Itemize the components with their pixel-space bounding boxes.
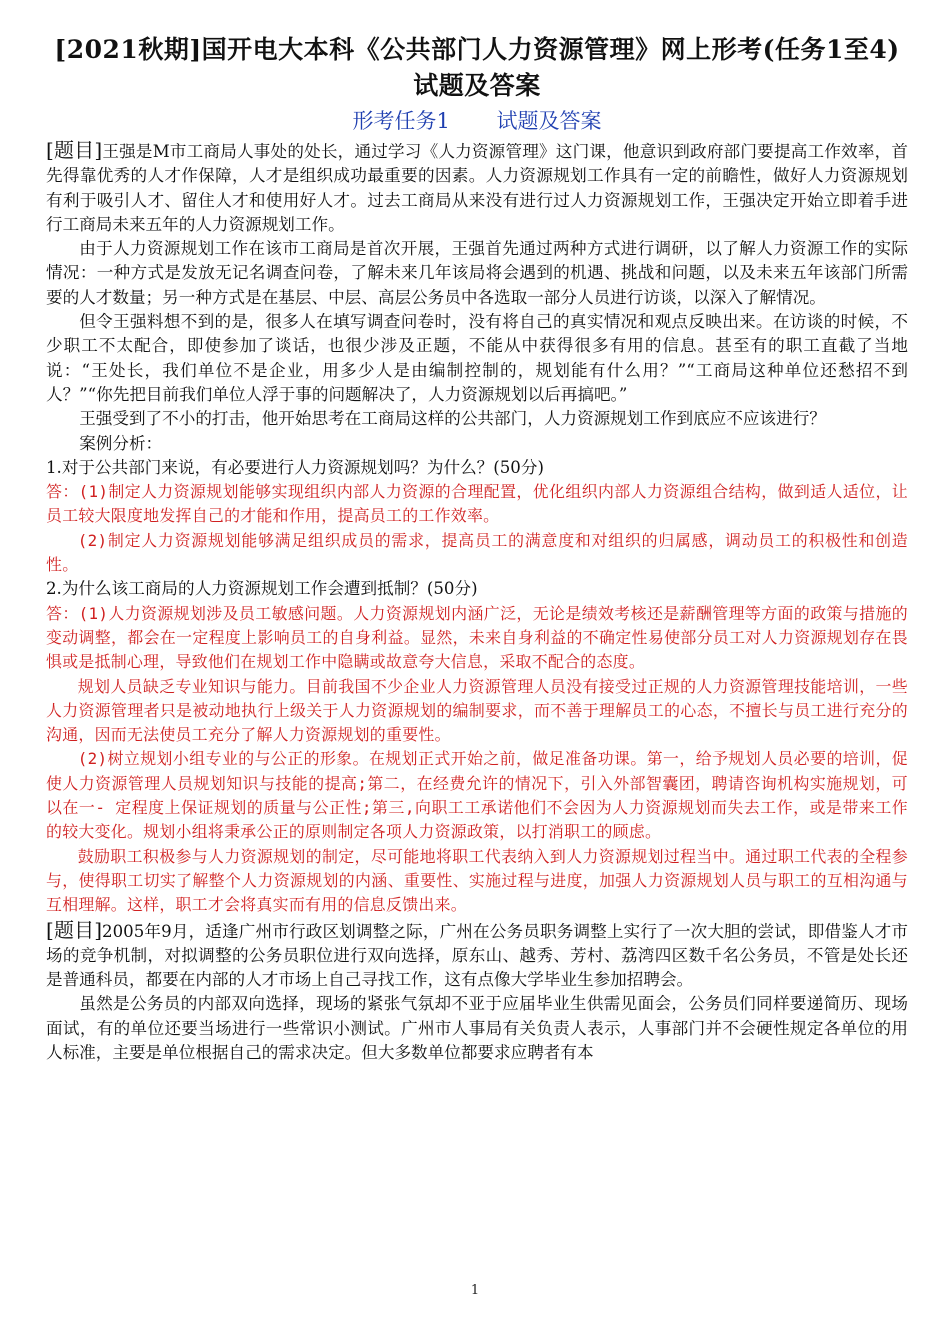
question-2-paragraph-1 <box>46 918 908 993</box>
title-line-1: [2021秋期]国开电大本科《公共部门人力资源管理》网上形考(任务1至4) <box>54 35 900 64</box>
sub-question-1: 1.对于公共部门来说，有必要进行人力资源规划吗？为什么？(50分) <box>46 457 544 477</box>
question-1-text-1: 王强是M市工商局人事处的处长，通过学习《人力资源管理》这门课，他意识到政府部门要提高工作效率，首先得靠优秀的人才作保障，人才是组织成功最重要的因素。人力资源规划工作具有一定的前瞻性，做好人力资源规划有利于吸引人才、留住人才和使用好人才。过去工商局从来没有进行过人力资源规划工作，王强决定开始立即着手进行工商局未来五年的人力资源规划工作。 <box>46 142 908 234</box>
case-analysis-label: 案例分析： <box>79 433 163 453</box>
question-1-paragraph-3: 但令王强料想不到的是，很多人在填写调查问卷时，没有将自己的真实情况和观点反映出来。在访谈的时候，不少职工不太配合，即使参加了谈话，也很少涉及正题，不能从中获得很多有用的信息。甚至有的职工直截了当地说：“王处长，我们单位不是企业，用多少人是由编制控制的，规划能有什么用？”“工商局这种单位还愁招不到人？”“你先把目前我们单位人浮于事的问题解决了，人力资源规划以后再搞吧。” <box>46 312 908 404</box>
sub-question-2: 2.为什么该工商局的人力资源规划工作会遭到抵制？(50分) <box>46 579 478 599</box>
page-number: 1 <box>470 1283 480 1298</box>
question-tag: [题目] <box>46 138 103 162</box>
answer-1-part-2: (2)制定人力资源规划能够满足组织成员的需求，提高员工的满意度和对组织的归属感，调动员工的积极性和创造性。 <box>46 530 908 575</box>
title-line-2: 试题及答案 <box>413 71 541 100</box>
question-2-text-1: 2005年9月，适逢广州市行政区划调整之际，广州在公务员职务调整上实行了一次大胆的尝试，即借鉴人才市场的竞争机制，对拟调整的公务员职位进行双向选择，原东山、越秀、芳村、荔湾四区数千名公务员，不管是处长还是普通科员，都要在内部的人才市场上自己寻找工作，这有点像大学毕业生参加招聘会。 <box>46 921 908 990</box>
section-title: 形考任务1 试题及答案 <box>352 109 602 133</box>
answer-2-part-3: (2)树立规划小组专业的与公正的形象。在规划正式开始之前，做足准备功课。第一，给予规划人员必要的培训，促使人力资源管理人员规划知识与技能的提高;第二，在经费允许的情况下，引入外部智囊团，聘请咨询机构实施规划，可以在一- 定程度上保证规划的质量与公正性;第三,向职工工承诺他们不会因为人力资源规划而失去工作，或是带来工作的较大变化。规划小组将秉承公正的原则制定各项人力资源政策，以打消职工的顾虑。 <box>46 749 908 842</box>
question-1-paragraph-1 <box>46 138 908 237</box>
answer-2-part-2: 规划人员缺乏专业知识与能力。目前我国不少企业人力资源管理人员没有接受过正规的人力资源管理技能培训，一些人力资源管理者只是被动地执行上级关于人力资源规划的编制要求，而不善于理解员工的心态，不擅长与员工进行充分的沟通，因而无法使员工充分了解人力资源规划的重要性。 <box>46 676 908 745</box>
question-1-paragraph-2: 由于人力资源规划工作在该市工商局是首次开展，王强首先通过两种方式进行调研，以了解人力资源工作的实际情况：一种方式是发放无记名调查问卷，了解未来几年该局将会遇到的机遇、挑战和问题，以及未来五年该部门所需要的人才数量；另一种方式是在基层、中层、高层公务员中各选取一部分人员进行访谈，以深入了解情况。 <box>46 239 908 307</box>
answer-2-part-4: 鼓励职工积极参与人力资源规划的制定，尽可能地将职工代表纳入到人力资源规划过程当中。通过职工代表的全程参与，使得职工切实了解整个人力资源规划的内涵、重要性、实施过程与进度，加强人力资源规划人员与职工的互相沟通与互相理解。这样，职工才会将真实而有用的信息反馈出来。 <box>46 846 908 915</box>
document-body <box>46 138 908 1065</box>
question-2-paragraph-2: 虽然是公务员的内部双向选择，现场的紧张气氛却不亚于应届毕业生供需见面会，公务员们同样要递简历、现场面试，有的单位还要当场进行一些常识小测试。广州市人事局有关负责人表示，人事部门并不会硬性规定各单位的用人标准，主要是单位根据自己的需求决定。但大多数单位都要求应聘者有本 <box>46 994 908 1062</box>
question-tag: [题目] <box>46 917 103 942</box>
document-title <box>46 32 908 104</box>
answer-1-part-1: 答：(1)制定人力资源规划能够实现组织内部人力资源的合理配置，优化组织内部人力资源组合结构，做到适人适位，让员工较大限度地发挥自己的才能和作用，提高员工的工作效率。 <box>46 482 908 526</box>
answer-2-part-1: 答：(1)人力资源规划涉及员工敏感问题。人力资源规划内涵广泛，无论是绩效考核还是薪酬管理等方面的政策与措施的变动调整，都会在一定程度上影响员工的自身利益。显然，未来自身利益的不确定性易使部分员工对人力资源规划存在畏惧或是抵制心理，导致他们在规划工作中隐瞒或故意夸大信息，采取不配合的态度。 <box>46 603 908 672</box>
question-1-paragraph-4: 王强受到了不小的打击，他开始思考在工商局这样的公共部门，人力资源规划工作到底应不应该进行？ <box>79 409 826 429</box>
